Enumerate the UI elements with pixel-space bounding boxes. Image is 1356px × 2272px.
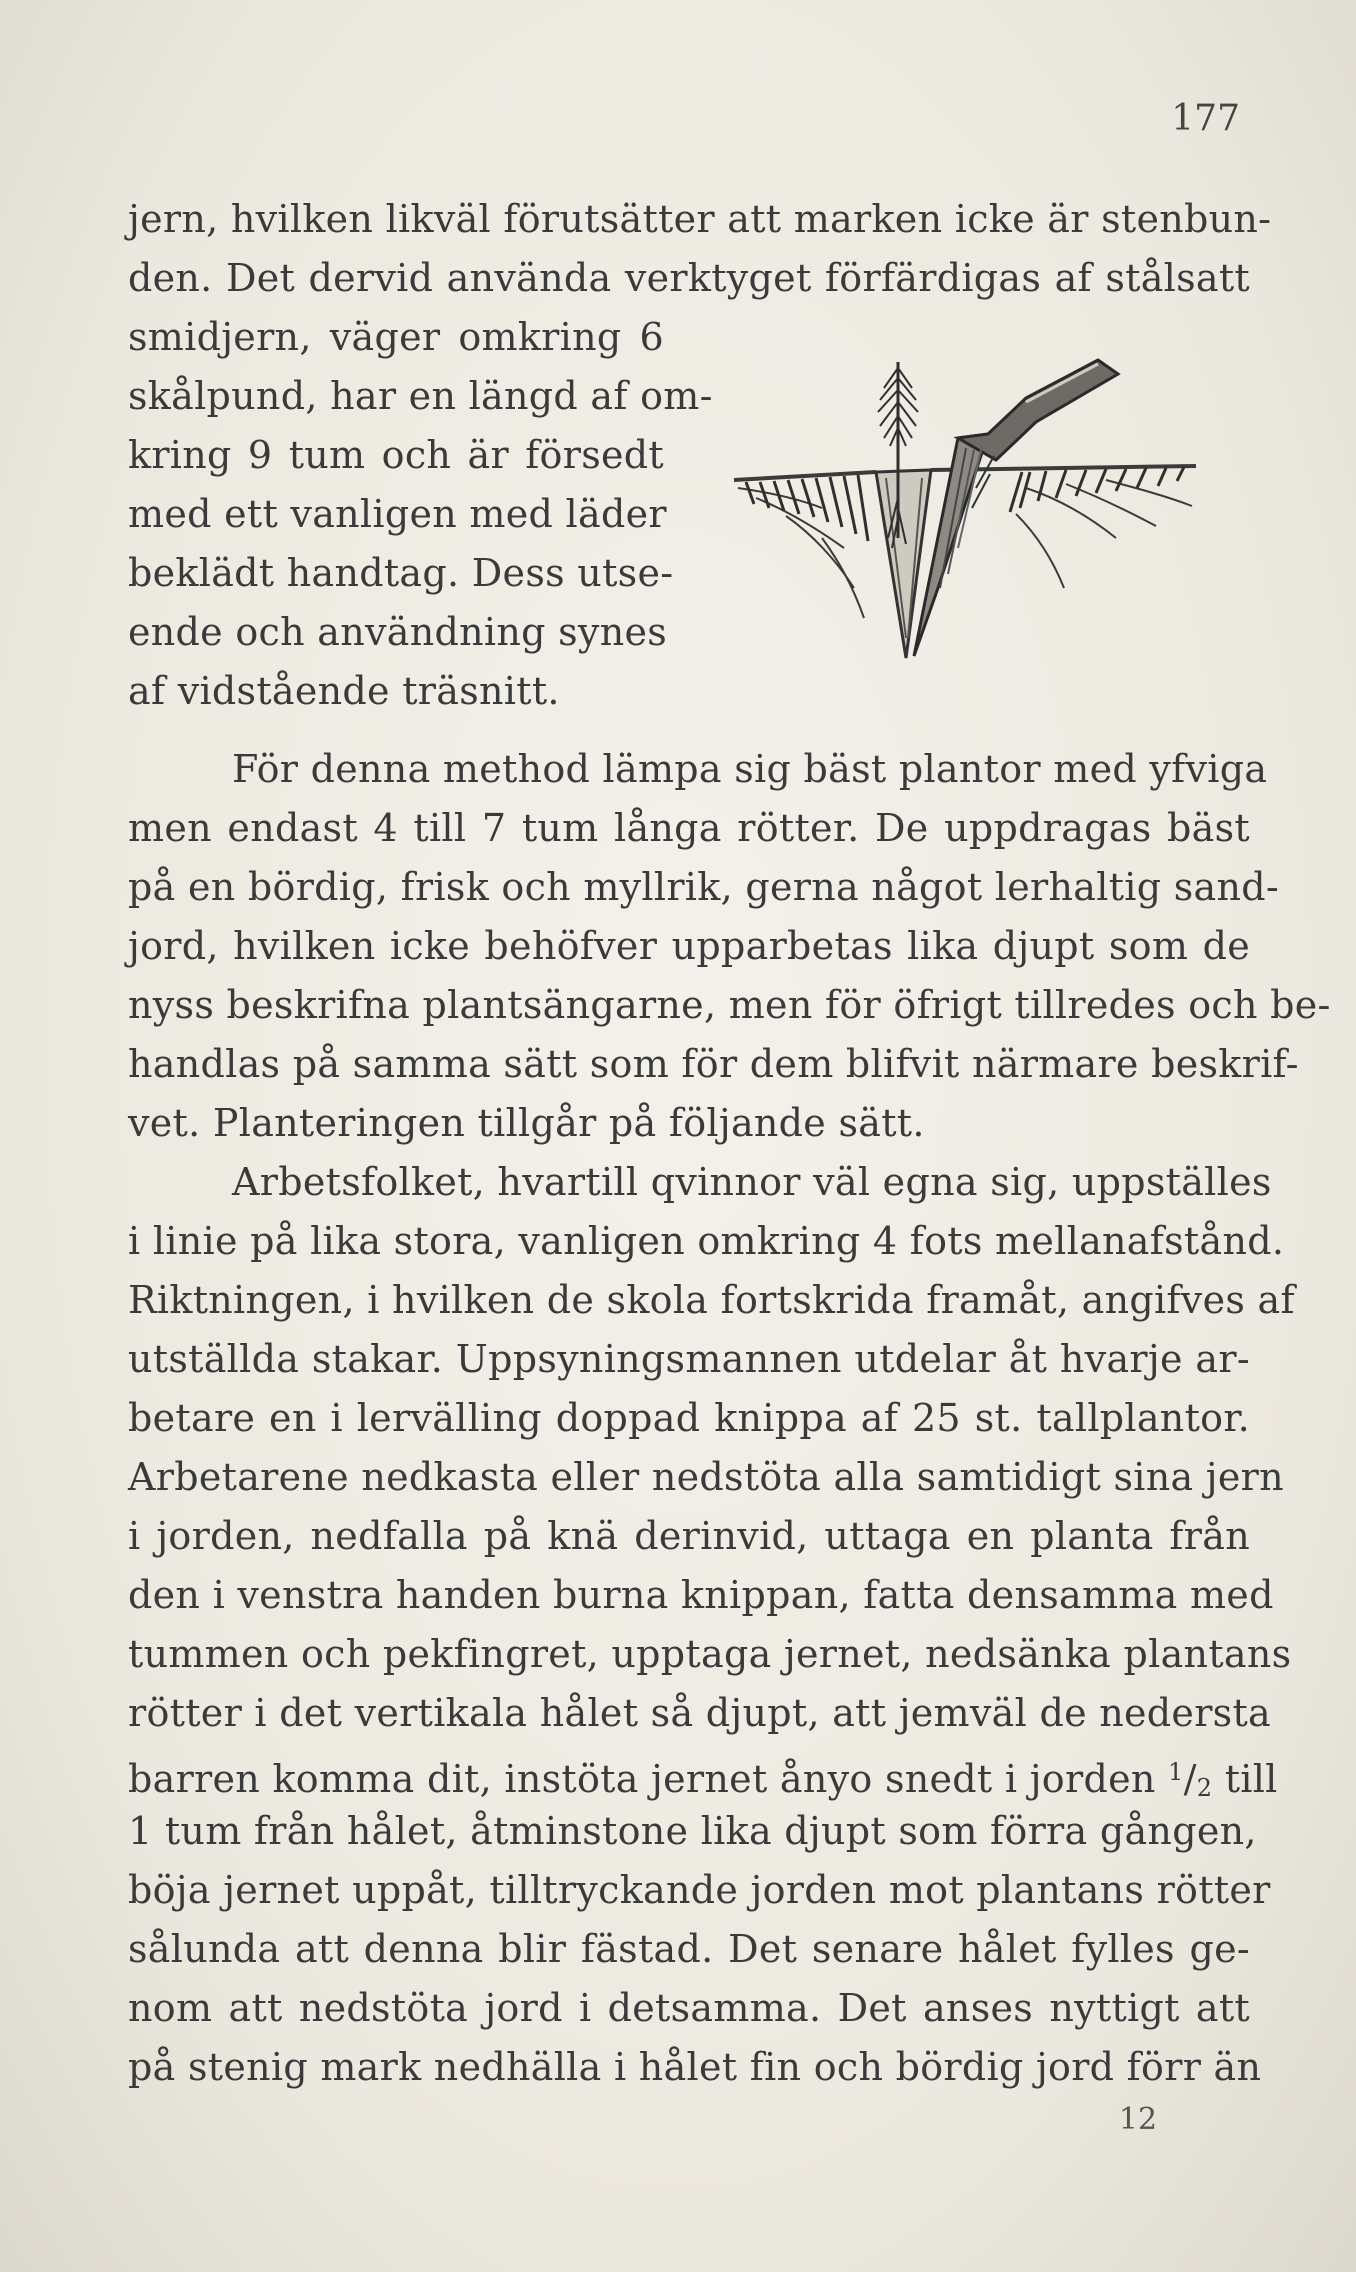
text-line: tummen och pekfingret, upptaga jernet, nedsänka plantans xyxy=(128,1632,1292,1676)
text-line: utställda stakar. Uppsyningsmannen utdelar åt hvarje ar- xyxy=(128,1337,1250,1381)
text-line: jord, hvilken icke behöfver upparbetas lika djupt som de xyxy=(128,924,1250,968)
text-segment: barren komma dit, instöta jernet ånyo snedt i jorden xyxy=(128,1757,1156,1801)
text-line: vet. Planteringen tillgår på följande sätt. xyxy=(128,1101,925,1145)
text-line: För denna method lämpa sig bäst plantor med yfviga xyxy=(232,747,1268,791)
fraction xyxy=(1168,1757,1212,1801)
text-line: skålpund, har en längd af om- xyxy=(128,374,713,418)
text-line: på stenig mark nedhälla i hålet fin och bördig jord förr än xyxy=(128,2045,1262,2089)
text-line: ende och användning synes xyxy=(128,610,668,654)
text-line: nom att nedstöta jord i detsamma. Det anses nyttigt att xyxy=(128,1986,1250,2030)
text-line: sålunda att denna blir fästad. Det senare hålet fylles ge- xyxy=(128,1927,1250,1971)
text-line: af vidstående träsnitt. xyxy=(128,669,560,713)
planting-iron-tool xyxy=(914,360,1118,656)
text-line: 1 tum från hålet, åtminstone lika djupt som förra gången, xyxy=(128,1809,1257,1853)
text-line-with-fraction xyxy=(128,1743,1278,1802)
text-line: betare en i lervälling doppad knippa af 25 st. tallplantor. xyxy=(128,1396,1250,1440)
text-line: jern, hvilken likväl förutsätter att marken icke är stenbun- xyxy=(128,197,1272,241)
signature-mark: 12 xyxy=(1118,2102,1158,2137)
text-line: på en bördig, frisk och myllrik, gerna något lerhaltig sand- xyxy=(128,865,1280,909)
text-line: Arbetarene nedkasta eller nedstöta alla samtidigt sina jern xyxy=(128,1455,1284,1499)
text-line: Riktningen, i hvilken de skola fortskrida framåt, angifves af xyxy=(128,1278,1295,1322)
text-line: handlas på samma sätt som för dem blifvit närmare beskrif- xyxy=(128,1042,1299,1086)
page-number: 177 xyxy=(1171,98,1240,139)
text-line: med ett vanligen med läder xyxy=(128,492,667,536)
woodcut-planting-tool xyxy=(726,338,1202,688)
fraction-numerator: 1 xyxy=(1168,1758,1184,1786)
fraction-slash: / xyxy=(1183,1757,1197,1801)
text-line: beklädt handtag. Dess utse- xyxy=(128,551,674,595)
text-line: nyss beskrifna plantsängarne, men för öfrigt tillredes och be- xyxy=(128,983,1331,1027)
text-line: i jorden, nedfalla på knä derinvid, uttaga en planta från xyxy=(128,1514,1250,1558)
fraction-denominator: 2 xyxy=(1196,1774,1213,1802)
text-line: smidjern, väger omkring 6 xyxy=(128,315,664,359)
text-segment: till xyxy=(1224,1757,1278,1801)
text-line: i linie på lika stora, vanligen omkring 4 fots mellanafstånd. xyxy=(128,1219,1285,1263)
text-line: kring 9 tum och är försedt xyxy=(128,433,664,477)
text-line: den. Det dervid använda verktyget förfärdigas af stålsatt xyxy=(128,256,1250,300)
text-line: men endast 4 till 7 tum långa rötter. De uppdragas bäst xyxy=(128,806,1250,850)
text-line: rötter i det vertikala hålet så djupt, att jemväl de nedersta xyxy=(128,1691,1272,1735)
text-line: Arbetsfolket, hvartill qvinnor väl egna sig, uppställes xyxy=(232,1160,1272,1204)
text-line: den i venstra handen burna knippan, fatta densamma med xyxy=(128,1573,1274,1617)
text-line: böja jernet uppåt, tilltryckande jorden mot plantans rötter xyxy=(128,1868,1271,1912)
